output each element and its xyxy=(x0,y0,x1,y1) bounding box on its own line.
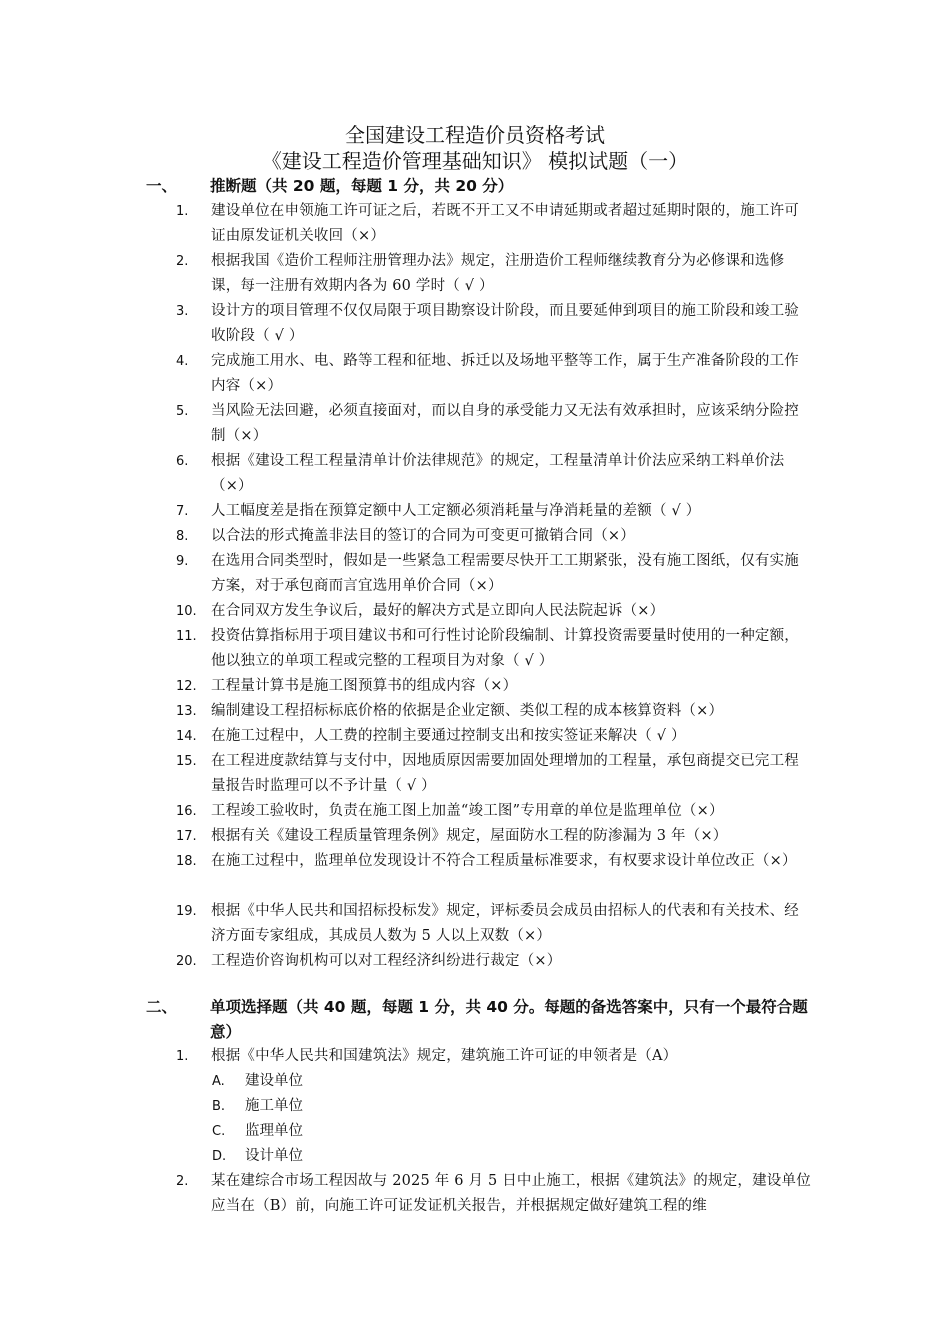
question-number: 6. xyxy=(176,454,189,469)
question-item xyxy=(176,499,812,524)
question-text: 根据《中华人民共和国招标投标发》规定，评标委员会成员由招标人的代表和有关技术、经济方面专家组成，其成员人数为 5 人以上双数（×） xyxy=(211,903,799,944)
question-number: 16. xyxy=(176,804,197,819)
option-text: 建设单位 xyxy=(245,1073,303,1089)
section-2-title: 单项选择题（共 40 题，每题 1 分，共 40 分。每题的备选答案中，只有一个最符合题意） xyxy=(210,998,808,1041)
question-number: 14. xyxy=(176,729,197,744)
question-item xyxy=(176,799,812,824)
answer-option xyxy=(212,1069,512,1094)
question-text: 根据《中华人民共和国建筑法》规定，建筑施工许可证的申领者是（A） xyxy=(211,1048,678,1064)
question-text: 投资估算指标用于项目建议书和可行性讨论阶段编制、计算投资需要量时使用的一种定额，他以独立的单项工程或完整的工程项目为对象（ √ ） xyxy=(211,628,799,669)
question-item xyxy=(176,699,812,724)
question-text: 根据《建设工程工程量清单计价法律规范》的规定，工程量清单计价法应采纳工料单价法（×） xyxy=(211,453,785,494)
question-item xyxy=(176,749,812,799)
question-item xyxy=(176,849,812,874)
question-item xyxy=(176,899,812,949)
question-number: 8. xyxy=(176,529,189,544)
question-number: 15. xyxy=(176,754,197,769)
question-text: 某在建综合市场工程因故与 2025 年 6 月 5 日中止施工，根据《建筑法》的规定，建设单位应当在（B）前，向施工许可证发证机关报告，并根据规定做好建筑工程的维 xyxy=(211,1173,811,1214)
question-item xyxy=(176,674,812,699)
answer-option xyxy=(212,1094,512,1119)
option-label: C. xyxy=(212,1124,226,1139)
question-item xyxy=(176,1169,812,1219)
question-text: 在工程进度款结算与支付中，因地质原因需要加固处理增加的工程量，承包商提交已完工程量报告时监理可以不予计量（ √ ） xyxy=(211,753,799,794)
question-text: 工程造价咨询机构可以对工程经济纠纷进行裁定（×） xyxy=(211,953,562,969)
question-text: 根据有关《建设工程质量管理条例》规定，屋面防水工程的防渗漏为 3 年（×） xyxy=(211,828,728,844)
question-number: 19. xyxy=(176,904,197,919)
question-number: 11. xyxy=(176,629,197,644)
question-number: 18. xyxy=(176,854,197,869)
question-number: 5. xyxy=(176,404,189,419)
question-item xyxy=(176,299,812,349)
question-item xyxy=(176,449,812,499)
section-1-title: 推断题（共 20 题，每题 1 分，共 20 分） xyxy=(210,177,514,195)
section-2-heading xyxy=(146,995,811,1045)
question-text: 工程竣工验收时，负责在施工图上加盖“竣工图”专用章的单位是监理单位（×） xyxy=(211,803,724,819)
option-text: 设计单位 xyxy=(245,1148,303,1164)
question-item xyxy=(176,549,812,599)
question-number: 2. xyxy=(176,254,189,269)
question-number: 2. xyxy=(176,1174,189,1189)
question-number: 4. xyxy=(176,354,189,369)
section-1-heading xyxy=(146,174,811,199)
question-text: 在施工过程中，人工费的控制主要通过控制支出和按实签证来解决（ √ ） xyxy=(211,728,686,744)
option-label: B. xyxy=(212,1099,226,1114)
question-number: 1. xyxy=(176,1049,189,1064)
question-text: 当风险无法回避，必须直接面对，而以自身的承受能力又无法有效承担时，应该采纳分险控制（×） xyxy=(211,403,799,444)
exam-title: 全国建设工程造价员资格考试 xyxy=(345,123,605,147)
question-number: 7. xyxy=(176,504,189,519)
question-number: 17. xyxy=(176,829,197,844)
question-text: 工程量计算书是施工图预算书的组成内容（×） xyxy=(211,678,518,694)
question-text: 建设单位在申领施工许可证之后，若既不开工又不申请延期或者超过延期时限的，施工许可证由原发证机关收回（×） xyxy=(211,203,799,244)
question-text: 在选用合同类型时，假如是一些紧急工程需要尽快开工工期紧张，没有施工图纸，仅有实施方案，对于承包商而言宜选用单价合同（×） xyxy=(211,553,799,594)
question-number: 3. xyxy=(176,304,189,319)
question-number: 13. xyxy=(176,704,197,719)
question-item xyxy=(176,724,812,749)
question-text: 人工幅度差是指在预算定额中人工定额必须消耗量与净消耗量的差额（ √ ） xyxy=(211,503,701,519)
question-number: 10. xyxy=(176,604,197,619)
exam-subtitle: 《建设工程造价管理基础知识》 模拟试题（一） xyxy=(261,149,689,173)
question-number: 12. xyxy=(176,679,197,694)
question-item xyxy=(176,399,812,449)
question-item xyxy=(176,624,812,674)
question-item xyxy=(176,1044,812,1069)
question-item xyxy=(176,599,812,624)
question-item xyxy=(176,249,812,299)
question-number: 1. xyxy=(176,204,189,219)
question-text: 在合同双方发生争议后，最好的解决方式是立即向人民法院起诉（×） xyxy=(211,603,665,619)
question-item xyxy=(176,524,812,549)
question-item xyxy=(176,349,812,399)
option-text: 施工单位 xyxy=(245,1098,303,1114)
question-item xyxy=(176,949,812,974)
option-text: 监理单位 xyxy=(245,1123,303,1139)
question-text: 编制建设工程招标标底价格的依据是企业定额、类似工程的成本核算资料（×） xyxy=(211,703,724,719)
section-2-number: 二、 xyxy=(146,998,178,1016)
answer-option xyxy=(212,1144,512,1169)
question-text: 设计方的项目管理不仅仅局限于项目勘察设计阶段，而且要延伸到项目的施工阶段和竣工验收阶段（ √ ） xyxy=(211,303,799,344)
question-number: 9. xyxy=(176,554,189,569)
question-text: 完成施工用水、电、路等工程和征地、拆迁以及场地平整等工作，属于生产准备阶段的工作内容（×） xyxy=(211,353,799,394)
option-label: A. xyxy=(212,1074,225,1089)
option-label: D. xyxy=(212,1149,227,1164)
question-text: 以合法的形式掩盖非法目的签订的合同为可变更可撤销合同（×） xyxy=(211,528,635,544)
question-item xyxy=(176,199,812,249)
question-number: 20. xyxy=(176,954,197,969)
answer-option xyxy=(212,1119,512,1144)
question-text: 在施工过程中，监理单位发现设计不符合工程质量标准要求，有权要求设计单位改正（×） xyxy=(211,853,797,869)
question-item xyxy=(176,824,812,849)
question-text: 根据我国《造价工程师注册管理办法》规定，注册造价工程师继续教育分为必修课和选修课，每一注册有效期内各为 60 学时（ √ ） xyxy=(211,253,785,294)
section-1-number: 一、 xyxy=(146,177,178,195)
